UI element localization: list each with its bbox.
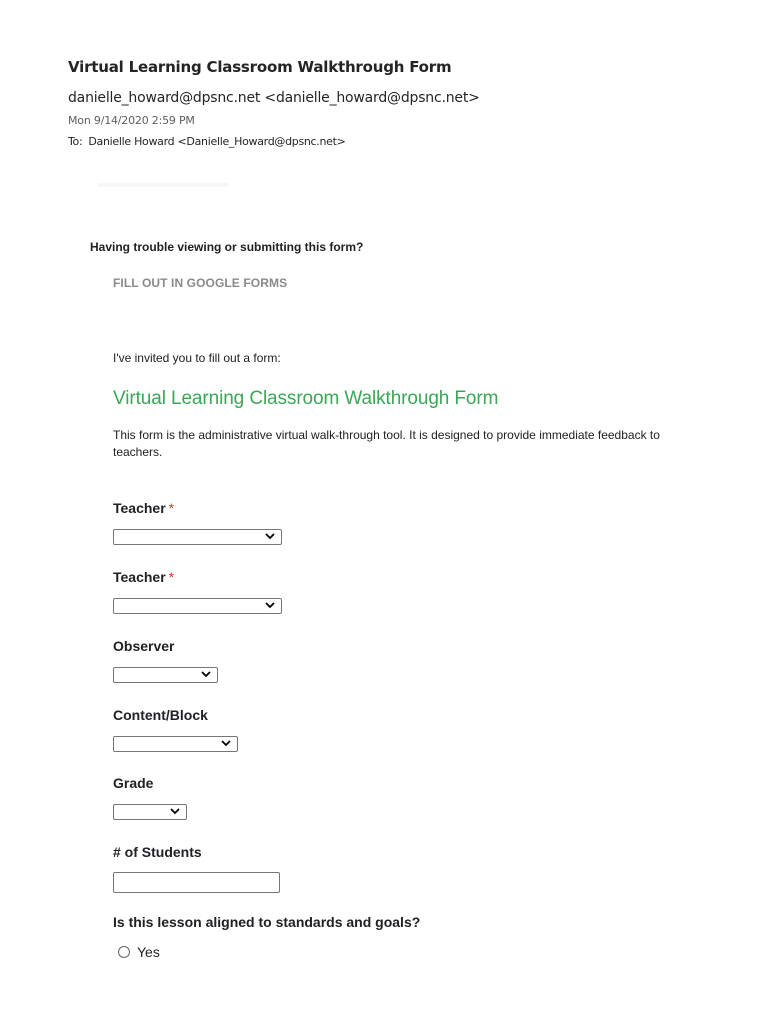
observer-select[interactable] — [113, 667, 218, 683]
trouble-viewing-text: Having trouble viewing or submitting this form? — [90, 240, 364, 254]
teacher-2-select[interactable] — [113, 598, 282, 614]
question-aligned-label: Is this lesson aligned to standards and goals? — [113, 914, 421, 930]
form-title-link[interactable]: Virtual Learning Classroom Walkthrough Form — [113, 388, 499, 409]
invite-text: I've invited you to fill out a form: — [113, 351, 281, 365]
yes-radio-label[interactable]: Yes — [137, 944, 160, 960]
grade-select[interactable] — [113, 804, 187, 820]
chevron-down-icon — [170, 806, 180, 816]
chevron-down-icon — [221, 738, 231, 748]
to-label: To: — [68, 135, 83, 148]
teacher-select[interactable] — [113, 529, 282, 545]
email-recipients — [68, 135, 346, 148]
question-observer-label: Observer — [113, 638, 175, 654]
question-teacher-2-label — [113, 569, 174, 585]
email-sender[interactable]: danielle_howard@dpsnc.net <danielle_howard@dpsnc.net> — [68, 90, 480, 106]
recipient[interactable]: Danielle Howard <Danielle_Howard@dpsnc.net> — [88, 135, 346, 148]
chevron-down-icon — [201, 669, 211, 679]
required-marker: * — [168, 569, 175, 585]
required-marker: * — [168, 500, 175, 516]
divider — [98, 183, 228, 187]
question-label-text: Teacher — [113, 569, 166, 585]
form-description: This form is the administrative virtual walk-through tool. It is designed to provide immediate feedback to teachers. — [113, 428, 660, 459]
question-content-block-label: Content/Block — [113, 707, 208, 723]
email-subject: Virtual Learning Classroom Walkthrough Form — [68, 58, 452, 76]
yes-radio[interactable] — [118, 946, 130, 958]
content-block-select[interactable] — [113, 736, 238, 752]
question-grade-label: Grade — [113, 775, 154, 791]
question-label-text: Teacher — [113, 500, 166, 516]
question-teacher-label — [113, 500, 174, 516]
email-timestamp: Mon 9/14/2020 2:59 PM — [68, 114, 195, 127]
chevron-down-icon — [265, 600, 275, 610]
chevron-down-icon — [265, 531, 275, 541]
num-students-input[interactable] — [113, 872, 280, 893]
question-num-students-label: # of Students — [113, 844, 202, 860]
fill-out-in-google-forms-link[interactable]: FILL OUT IN GOOGLE FORMS — [113, 276, 288, 290]
